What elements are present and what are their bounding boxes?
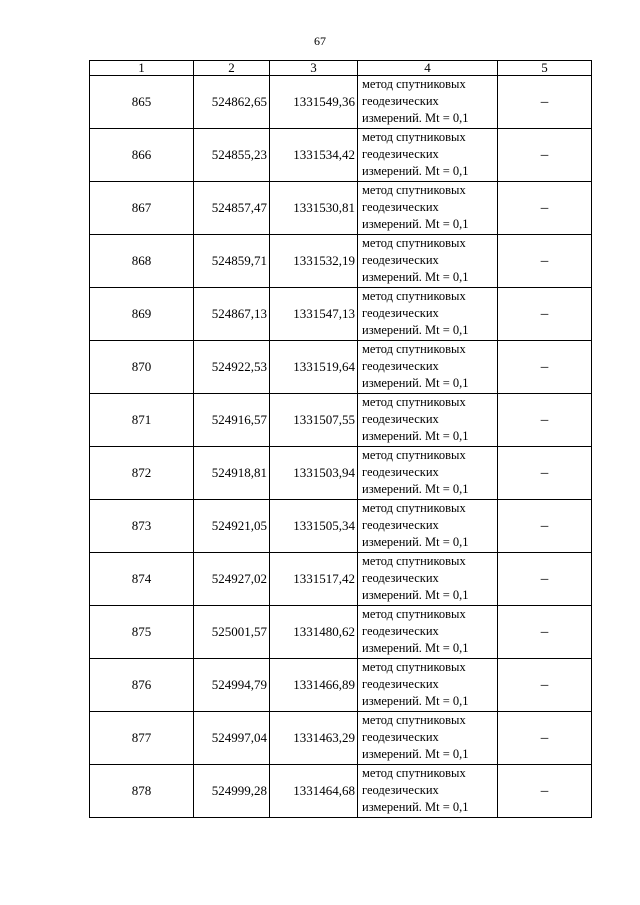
note-cell: – <box>498 288 592 341</box>
method-line: геодезических <box>362 359 439 373</box>
x-coordinate-cell: 524997,04 <box>194 712 270 765</box>
coordinates-table <box>89 60 592 818</box>
method-line: измерений. Mt = 0,1 <box>362 800 469 814</box>
method-cell <box>358 447 498 500</box>
note-cell: – <box>498 129 592 182</box>
x-coordinate-cell: 524859,71 <box>194 235 270 288</box>
method-cell <box>358 712 498 765</box>
table-row <box>90 341 592 394</box>
table-row <box>90 500 592 553</box>
method-line: метод спутниковых <box>362 342 466 356</box>
method-line: геодезических <box>362 253 439 267</box>
method-line: измерений. Mt = 0,1 <box>362 323 469 337</box>
x-coordinate-cell: 524857,47 <box>194 182 270 235</box>
table-row <box>90 129 592 182</box>
method-line: измерений. Mt = 0,1 <box>362 376 469 390</box>
table-row <box>90 765 592 818</box>
note-cell: – <box>498 76 592 129</box>
x-coordinate-cell: 524862,65 <box>194 76 270 129</box>
method-line: метод спутниковых <box>362 395 466 409</box>
note-cell: – <box>498 659 592 712</box>
method-cell <box>358 76 498 129</box>
y-coordinate-cell: 1331466,89 <box>270 659 358 712</box>
note-cell: – <box>498 712 592 765</box>
note-cell: – <box>498 500 592 553</box>
method-cell <box>358 765 498 818</box>
table-row <box>90 606 592 659</box>
x-coordinate-cell: 524855,23 <box>194 129 270 182</box>
method-line: метод спутниковых <box>362 660 466 674</box>
method-line: измерений. Mt = 0,1 <box>362 429 469 443</box>
method-cell <box>358 553 498 606</box>
method-line: измерений. Mt = 0,1 <box>362 217 469 231</box>
point-number-cell: 867 <box>90 182 194 235</box>
y-coordinate-cell: 1331505,34 <box>270 500 358 553</box>
method-line: метод спутниковых <box>362 448 466 462</box>
method-cell <box>358 606 498 659</box>
method-line: измерений. Mt = 0,1 <box>362 270 469 284</box>
point-number-cell: 874 <box>90 553 194 606</box>
note-cell: – <box>498 606 592 659</box>
x-coordinate-cell: 525001,57 <box>194 606 270 659</box>
method-line: метод спутниковых <box>362 713 466 727</box>
x-coordinate-cell: 524999,28 <box>194 765 270 818</box>
method-line: метод спутниковых <box>362 130 466 144</box>
y-coordinate-cell: 1331547,13 <box>270 288 358 341</box>
point-number-cell: 877 <box>90 712 194 765</box>
x-coordinate-cell: 524927,02 <box>194 553 270 606</box>
table-row <box>90 712 592 765</box>
method-line: геодезических <box>362 200 439 214</box>
y-coordinate-cell: 1331503,94 <box>270 447 358 500</box>
method-line: геодезических <box>362 306 439 320</box>
note-cell: – <box>498 447 592 500</box>
table-row <box>90 553 592 606</box>
method-line: измерений. Mt = 0,1 <box>362 164 469 178</box>
method-line: геодезических <box>362 571 439 585</box>
method-line: метод спутниковых <box>362 183 466 197</box>
table-row <box>90 288 592 341</box>
point-number-cell: 878 <box>90 765 194 818</box>
method-line: метод спутниковых <box>362 607 466 621</box>
y-coordinate-cell: 1331463,29 <box>270 712 358 765</box>
method-line: измерений. Mt = 0,1 <box>362 482 469 496</box>
point-number-cell: 872 <box>90 447 194 500</box>
header-cell-2: 2 <box>194 61 270 76</box>
point-number-cell: 869 <box>90 288 194 341</box>
method-line: измерений. Mt = 0,1 <box>362 694 469 708</box>
y-coordinate-cell: 1331517,42 <box>270 553 358 606</box>
method-line: геодезических <box>362 465 439 479</box>
method-cell <box>358 500 498 553</box>
point-number-cell: 875 <box>90 606 194 659</box>
method-line: измерений. Mt = 0,1 <box>362 588 469 602</box>
point-number-cell: 873 <box>90 500 194 553</box>
method-line: измерений. Mt = 0,1 <box>362 111 469 125</box>
note-cell: – <box>498 235 592 288</box>
y-coordinate-cell: 1331507,55 <box>270 394 358 447</box>
method-line: метод спутниковых <box>362 77 466 91</box>
point-number-cell: 866 <box>90 129 194 182</box>
x-coordinate-cell: 524994,79 <box>194 659 270 712</box>
y-coordinate-cell: 1331530,81 <box>270 182 358 235</box>
point-number-cell: 865 <box>90 76 194 129</box>
method-line: метод спутниковых <box>362 554 466 568</box>
y-coordinate-cell: 1331534,42 <box>270 129 358 182</box>
method-line: геодезических <box>362 147 439 161</box>
table-row <box>90 394 592 447</box>
y-coordinate-cell: 1331464,68 <box>270 765 358 818</box>
header-cell-5: 5 <box>498 61 592 76</box>
method-cell <box>358 288 498 341</box>
y-coordinate-cell: 1331519,64 <box>270 341 358 394</box>
method-line: метод спутниковых <box>362 766 466 780</box>
method-line: геодезических <box>362 624 439 638</box>
note-cell: – <box>498 182 592 235</box>
y-coordinate-cell: 1331549,36 <box>270 76 358 129</box>
method-line: геодезических <box>362 730 439 744</box>
x-coordinate-cell: 524918,81 <box>194 447 270 500</box>
x-coordinate-cell: 524916,57 <box>194 394 270 447</box>
header-cell-4: 4 <box>358 61 498 76</box>
y-coordinate-cell: 1331532,19 <box>270 235 358 288</box>
method-line: метод спутниковых <box>362 289 466 303</box>
table-row <box>90 76 592 129</box>
method-line: измерений. Mt = 0,1 <box>362 641 469 655</box>
method-cell <box>358 129 498 182</box>
method-cell <box>358 182 498 235</box>
method-line: геодезических <box>362 783 439 797</box>
x-coordinate-cell: 524867,13 <box>194 288 270 341</box>
method-line: геодезических <box>362 677 439 691</box>
point-number-cell: 870 <box>90 341 194 394</box>
method-cell <box>358 659 498 712</box>
table-header-row <box>90 61 592 76</box>
method-cell <box>358 235 498 288</box>
method-cell <box>358 341 498 394</box>
table-body <box>90 76 592 818</box>
note-cell: – <box>498 553 592 606</box>
method-line: геодезических <box>362 412 439 426</box>
x-coordinate-cell: 524921,05 <box>194 500 270 553</box>
table-row <box>90 182 592 235</box>
note-cell: – <box>498 394 592 447</box>
note-cell: – <box>498 765 592 818</box>
table-row <box>90 659 592 712</box>
method-line: геодезических <box>362 94 439 108</box>
point-number-cell: 868 <box>90 235 194 288</box>
point-number-cell: 876 <box>90 659 194 712</box>
table-row <box>90 447 592 500</box>
method-line: измерений. Mt = 0,1 <box>362 535 469 549</box>
method-line: метод спутниковых <box>362 236 466 250</box>
point-number-cell: 871 <box>90 394 194 447</box>
header-cell-1: 1 <box>90 61 194 76</box>
table-row <box>90 235 592 288</box>
method-cell <box>358 394 498 447</box>
header-cell-3: 3 <box>270 61 358 76</box>
page-number: 67 <box>314 34 326 48</box>
method-line: измерений. Mt = 0,1 <box>362 747 469 761</box>
y-coordinate-cell: 1331480,62 <box>270 606 358 659</box>
method-line: метод спутниковых <box>362 501 466 515</box>
method-line: геодезических <box>362 518 439 532</box>
x-coordinate-cell: 524922,53 <box>194 341 270 394</box>
note-cell: – <box>498 341 592 394</box>
